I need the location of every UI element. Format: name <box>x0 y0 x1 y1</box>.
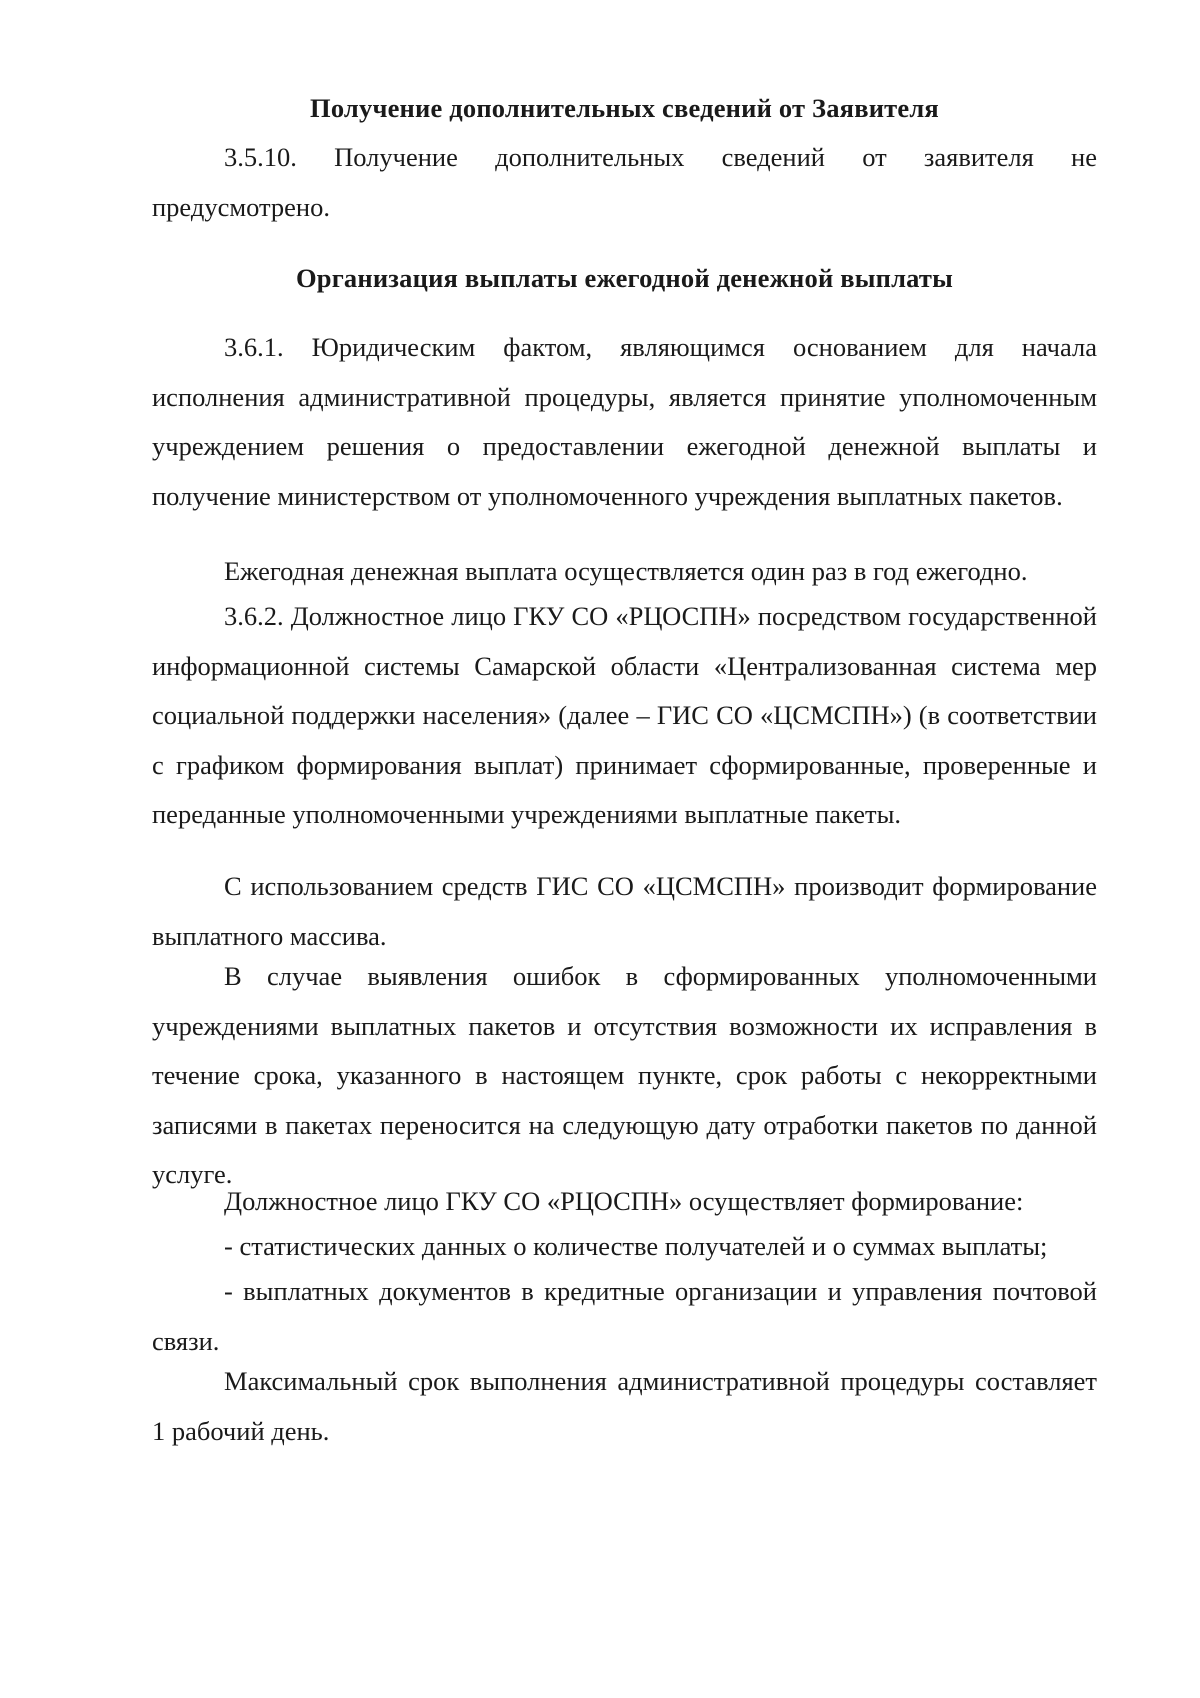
section-heading-additional-info: Получение дополнительных сведений от Заявителя <box>310 93 939 123</box>
list-item-payment-documents: - выплатных документов в кредитные организации и управления почтовой связи. <box>152 1276 1097 1356</box>
paragraph-annual-payment: Ежегодная денежная выплата осуществляется один раз в год ежегодно. <box>224 556 1028 586</box>
paragraph-3-6-1: 3.6.1. Юридическим фактом, являющимся основанием для начала исполнения административной процедуры, является принятие уполномоченным учреждением решения о предоставлении ежегодной денежной выплаты и получение министерством от уполномоченного учреждения выплатных пакетов. <box>152 332 1097 511</box>
section-heading-payment-organization: Организация выплаты ежегодной денежной выплаты <box>295 263 954 293</box>
paragraph-3-6-2: 3.6.2. Должностное лицо ГКУ СО «РЦОСПН» посредством государственной информационной системы Самарской области «Централизованная система мер социальной поддержки населения» (далее – ГИС СО «ЦСМСПН») (в соответствии с графиком формирования выплат) принимает сформированные, проверенные и переданные уполномоченными учреждениями выплатные пакеты. <box>152 601 1097 829</box>
paragraph-max-term: Максимальный срок выполнения административной процедуры составляет 1 рабочий день. <box>152 1366 1097 1446</box>
list-item-statistics: - статистических данных о количестве получателей и о суммах выплаты; <box>224 1231 1048 1261</box>
paragraph-using-gis: С использованием средств ГИС СО «ЦСМСПН» производит формирование выплатного массива. <box>152 871 1097 951</box>
paragraph-3-5-10: 3.5.10. Получение дополнительных сведений от заявителя не предусмотрено. <box>152 142 1097 222</box>
paragraph-errors: В случае выявления ошибок в сформированных уполномоченными учреждениями выплатных пакетов и отсутствия возможности их исправления в течение срока, указанного в настоящем пункте, срок работы с некорректными записями в пакетах переносится на следующую дату отработки пакетов по данной услуге. <box>152 961 1097 1189</box>
paragraph-official-forms: Должностное лицо ГКУ СО «РЦОСПН» осуществляет формирование: <box>224 1186 1024 1216</box>
